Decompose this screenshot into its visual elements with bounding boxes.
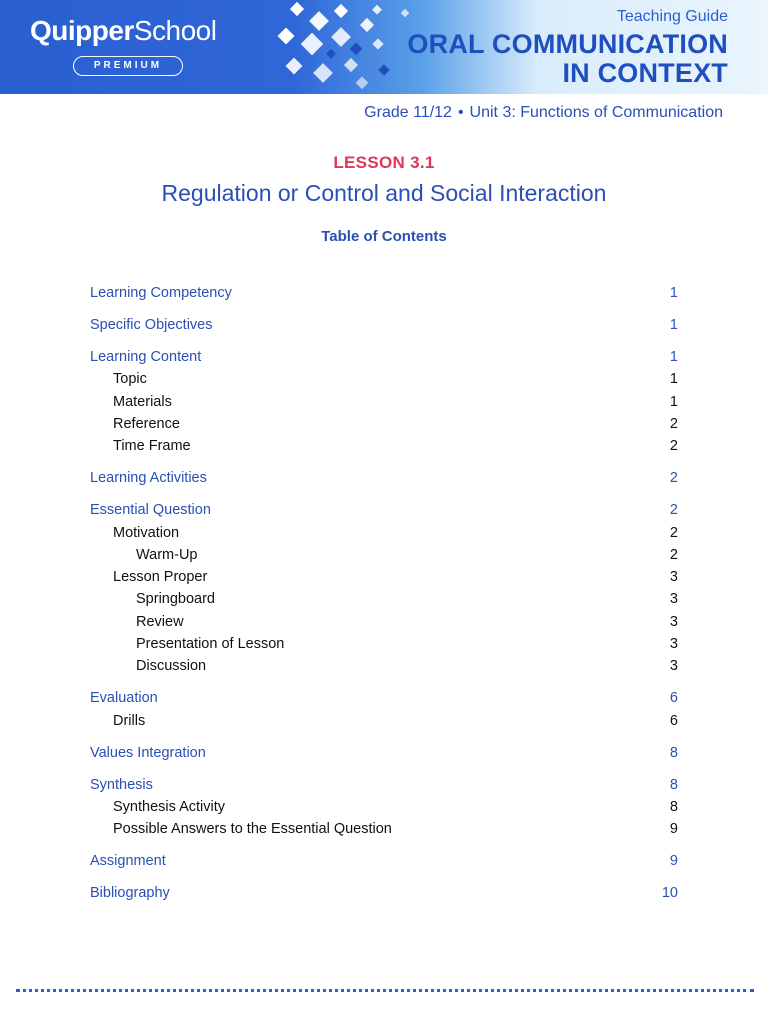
- toc-entry[interactable]: [90, 819, 678, 839]
- toc-entry-page: 10: [661, 885, 678, 902]
- toc-entry-title: Assignment: [90, 853, 166, 870]
- toc-entry-page: 2: [669, 524, 678, 541]
- toc-entry[interactable]: [90, 567, 678, 587]
- toc-heading: Table of Contents: [321, 228, 447, 245]
- grade-label: Grade 11/12: [364, 104, 452, 121]
- toc-entry-title: Review: [136, 613, 184, 630]
- toc-entry-title: Evaluation: [90, 690, 158, 707]
- toc-entry-page: 3: [669, 658, 678, 675]
- toc-entry-title: Learning Content: [90, 349, 202, 365]
- toc-entry-page: 1: [669, 317, 678, 333]
- toc-entry-title: Possible Answers to the Essential Question: [113, 821, 392, 838]
- toc-entry-title: Discussion: [136, 658, 207, 675]
- toc-entry-page: 2: [669, 502, 678, 519]
- toc-entry[interactable]: [90, 851, 678, 871]
- toc-entry-title: Materials: [113, 393, 172, 410]
- toc-entry[interactable]: [90, 743, 678, 763]
- teaching-guide-label: Teaching Guide: [616, 8, 728, 25]
- toc-entry-page: 1: [669, 349, 678, 365]
- toc-entry-page: 2: [669, 415, 678, 432]
- toc-entry-page: 3: [669, 591, 678, 608]
- toc-entry-title: Values Integration: [90, 744, 206, 761]
- course-title-line-1: ORAL COMMUNICATION: [407, 29, 728, 59]
- toc-entry-page: 2: [669, 438, 678, 455]
- toc-entry[interactable]: [90, 589, 678, 609]
- toc-entry-page: 2: [669, 546, 678, 563]
- toc-entry-title: Learning Competency: [90, 285, 232, 301]
- toc-entry-page: 3: [669, 636, 678, 652]
- toc-entry[interactable]: [90, 369, 678, 389]
- toc-entry-title: Bibliography: [90, 885, 170, 902]
- lesson-title: Regulation or Control and Social Interaction: [161, 180, 607, 206]
- toc-entry-page: 2: [669, 470, 678, 487]
- toc-entry[interactable]: [90, 688, 678, 708]
- toc-entry-title: Topic: [113, 371, 147, 388]
- header-banner: [0, 0, 768, 94]
- toc-entry[interactable]: [90, 883, 678, 903]
- toc-entry-title: Presentation of Lesson: [136, 636, 285, 652]
- footer-dotted-divider: [16, 989, 754, 992]
- toc-entry-page: 8: [669, 776, 678, 793]
- toc-entry-page: 3: [669, 569, 678, 586]
- premium-badge: PREMIUM: [73, 56, 183, 76]
- toc-entry-title: Essential Question: [90, 502, 211, 519]
- lesson-number: LESSON 3.1: [333, 153, 435, 172]
- toc-entry-page: 9: [669, 821, 678, 838]
- toc-entry-page: 1: [669, 285, 678, 301]
- toc-entry-page: 3: [669, 613, 678, 630]
- toc-entry-page: 6: [669, 712, 678, 729]
- toc-entry[interactable]: [90, 523, 678, 543]
- unit-label: Unit 3: Functions of Communication: [469, 104, 723, 121]
- toc-entry-page: 1: [669, 393, 678, 410]
- toc-entry-title: Warm-Up: [136, 546, 198, 563]
- course-title-line-2: IN CONTEXT: [562, 58, 728, 88]
- toc-entry-title: Drills: [113, 712, 146, 729]
- toc-entry[interactable]: [90, 656, 678, 676]
- toc-entry-page: 6: [669, 690, 678, 707]
- toc-entry-page: 8: [669, 744, 678, 761]
- toc-entry[interactable]: [90, 711, 678, 731]
- toc-entry-title: Specific Objectives: [90, 317, 213, 333]
- toc-entry-page: 9: [669, 853, 678, 870]
- toc-entry[interactable]: [90, 612, 678, 632]
- toc-entry-title: Synthesis Activity: [113, 798, 226, 815]
- toc-entry[interactable]: [90, 392, 678, 412]
- toc-entry-title: Springboard: [136, 591, 215, 608]
- toc-entry-page: 1: [669, 371, 678, 388]
- toc-entry[interactable]: [90, 797, 678, 817]
- toc-entry[interactable]: [90, 414, 678, 434]
- toc-entry-title: Time Frame: [113, 438, 191, 455]
- logo-wordmark: QuipperSchool: [30, 15, 217, 46]
- toc-entry[interactable]: [90, 283, 678, 303]
- course-title: [368, 30, 728, 88]
- bullet-separator: •: [457, 104, 464, 121]
- toc-entry-title: Lesson Proper: [113, 569, 208, 586]
- toc-entry-title: Learning Activities: [90, 470, 207, 487]
- toc-entry[interactable]: [90, 775, 678, 795]
- grade-unit-subheader: [364, 104, 723, 122]
- toc-entry-page: 8: [669, 798, 678, 815]
- toc-entry[interactable]: [90, 634, 678, 654]
- toc-entry[interactable]: [90, 500, 678, 520]
- toc-entry[interactable]: [90, 436, 678, 456]
- toc-entry-title: Synthesis: [90, 776, 153, 793]
- quipper-school-logo: [30, 14, 240, 78]
- toc-entry[interactable]: [90, 468, 678, 488]
- toc-entry-title: Reference: [113, 415, 180, 432]
- toc-entry[interactable]: [90, 347, 678, 367]
- toc-entry[interactable]: [90, 545, 678, 565]
- toc-entry-title: Motivation: [113, 524, 180, 541]
- toc-entry[interactable]: [90, 315, 678, 335]
